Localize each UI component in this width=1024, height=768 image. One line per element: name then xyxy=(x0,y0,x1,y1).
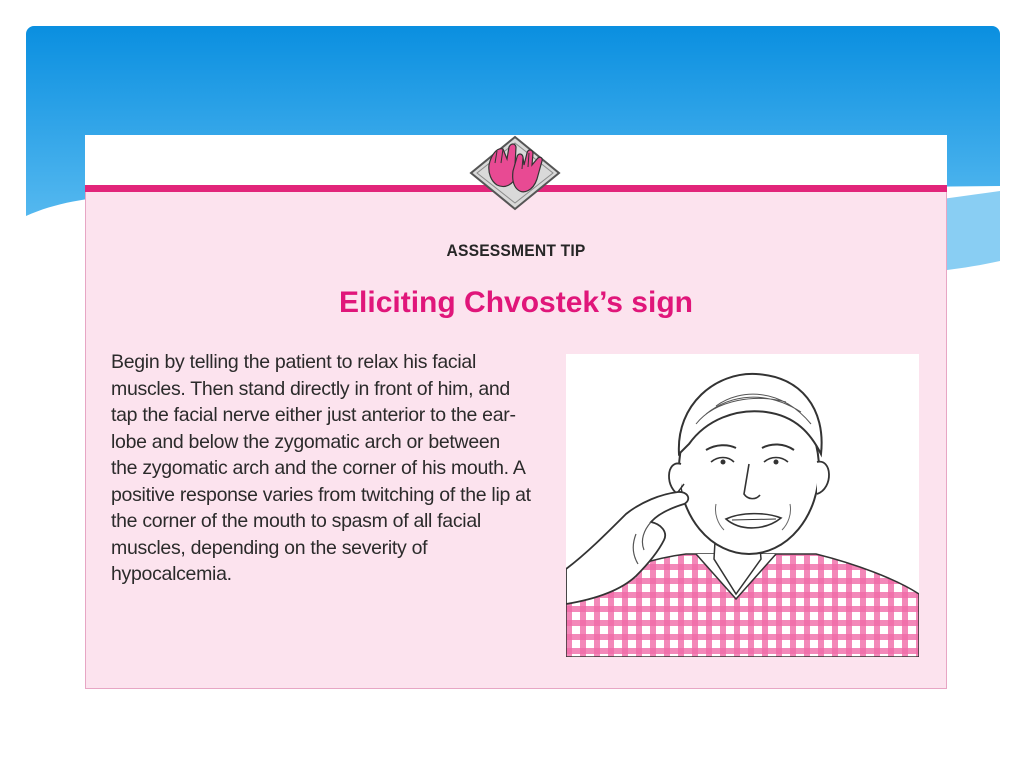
tip-label: ASSESSMENT TIP xyxy=(446,241,586,260)
tip-body-text: Begin by telling the patient to relax his facial muscles. Then stand directly in front of him, and tap the facial nerve either just anterior to the ear-lobe and below the zygomatic arch or between the zygomatic arch and the corner of his mouth. A positive response varies from twitching of the lip at the corner of the mouth to spasm of all facial muscles, depending on the severity of hypocalcemia. xyxy=(111,351,531,585)
tip-title: Eliciting Chvostek’s sign xyxy=(339,286,693,319)
assessment-tip-card xyxy=(85,135,947,690)
hands-icon xyxy=(467,135,563,211)
patient-face-tapping-illustration xyxy=(566,354,919,657)
